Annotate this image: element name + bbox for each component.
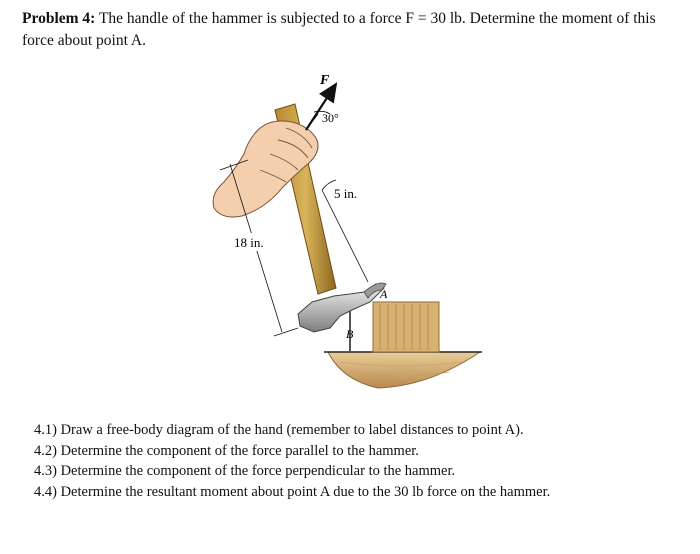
angle-label: 30° (322, 111, 339, 125)
point-a-label: A (380, 287, 388, 301)
wood-block (373, 302, 439, 352)
hammer-diagram (200, 70, 500, 400)
dim-short-label: 5 in. (334, 186, 358, 201)
problem-text-line2: force about point A. (22, 32, 146, 49)
questions-list (34, 420, 674, 502)
force-label: F (320, 73, 330, 88)
dim-long-label: 18 in. (234, 235, 264, 250)
question-4-1: 4.1) Draw a free-body diagram of the hand (remember to label distances to point A). (34, 422, 524, 438)
problem-text-line1: The handle of the hammer is subjected to a force F = 30 lb. Determine the moment of this (98, 10, 656, 27)
ground-base (328, 352, 480, 388)
problem-label: Problem 4: (22, 10, 96, 27)
question-4-3: 4.3) Determine the component of the force perpendicular to the hammer. (34, 463, 456, 479)
question-4-4: 4.4) Determine the resultant moment about point A due to the 30 lb force on the hammer. (34, 483, 551, 500)
problem-statement (22, 8, 682, 52)
dim-long-tick-bottom (274, 328, 298, 336)
hammer-figure (200, 70, 500, 400)
point-b-label: B (346, 327, 354, 341)
question-4-2: 4.2) Determine the component of the force parallel to the hammer. (34, 442, 419, 459)
angle-reference-line (306, 114, 318, 130)
